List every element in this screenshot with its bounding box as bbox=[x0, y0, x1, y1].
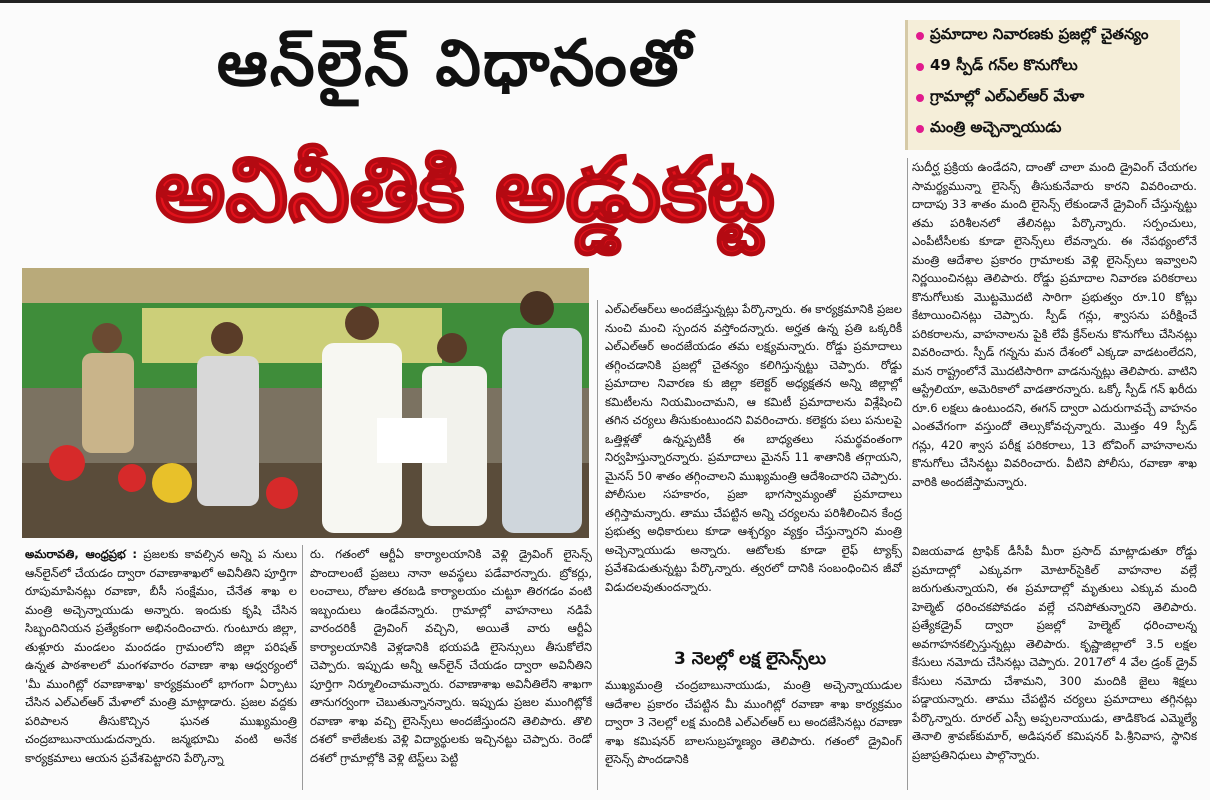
highlight-text: మంత్రి అచ్చెన్నాయుడు bbox=[930, 117, 1062, 136]
highlight-text: 49 స్పీడ్ గన్‌ల కొనుగోలు bbox=[930, 55, 1078, 74]
dateline: అమరావతి, ఆంధ్రప్రభ : bbox=[25, 547, 138, 561]
bullet-dot-icon bbox=[916, 32, 924, 40]
highlight-item bbox=[908, 113, 1180, 144]
headline-line-1: ఆన్‌లైన్ విధానంతో bbox=[216, 27, 694, 101]
article-text: సుదీర్ఘ ప్రక్రియ ఉండేదని, దాంతో చాలా మంది డ్రైవింగ్ చేయగల సామర్థ్యమున్నా లైసెన్స్ తీసుకునేవారు కారని వివరించారు. దాదాపు 33 శాతం మంది లైసెన్స్ లేకుండానే డ్రైవింగ్ చేస్తున్నట్టు తమ పరిశీలనలో తేలినట్లు పేర్కొన్నారు. సర్పంచులు, ఎంపీటీసీలకు కూడా లైసెన్స్‌లు లేవన్నారు. ఈ నేపథ్యంలోనే మంత్రి ఆదేశాల ప్రకారం గ్రామాలకు వెళ్లి లైసెన్స్‌లు ఇవ్వాలని నిర్ణయించినట్లు తెలిపారు. రోడ్డు ప్రమాదాల నివారణ పరికరాలు కొనుగోలుకు మొట్టమొదటి సారిగా ప్రభుత్వం రూ.10 కోట్లు కేటాయించినట్లు చెప్పారు. స్పీడ్ గన్లు, శ్వాసను పరీక్షించే పరికరాలను, వాహనాలను పైకి లేపే క్రేన్‌లను కొనుగోలు చేసినట్లు వివరించారు. స్పీడ్ గన్నను మన దేశంలో ఎక్కడా వాడటంలేదని, మన రాష్ట్రంలోనే మొదటిసారిగా వాడనున్నట్లు తెలిపారు. వాటిని ఆస్ట్రేలియా, అమెరికాలో వాడతారన్నారు. ఒక్కో స్పీడ్ గన్ ఖరీదు రూ.6 లక్షలు ఉంటుందని, ఈగన్ ద్వారా ఎదురుగావచ్చే వాహనం ఎంతవేగంగా వస్తుందో తెల్సుకోవచ్చన్నారు. మొత్తం 49 స్పీడ్ గన్లు, 420 శ్వాస పరీక్ష పరికరాలు, 13 టోవింగ్ వాహనాలను కొనుగోలు చేసినట్టు వివరించారు. వీటిని పోలీసు, రవాణా శాఖ వారికి అందజేస్తామన్నారు. bbox=[912, 160, 1197, 489]
article-column-1 bbox=[25, 545, 297, 795]
highlights-box bbox=[905, 20, 1180, 150]
article-text: ప్రజలకు కావల్సిన అన్ని ప నులు ఆన్‌లైన్‌లో చేయడం ద్వారా రవాణాశాఖలో అవినీతిని పూర్తిగా రూపుమాపినట్లు రవాణా, బీసీ సంక్షేమం, చేనేత శాఖ ల మంత్రి అచ్చెన్నాయుడు అన్నారు. ఇందుకు కృషి చేసిన సిబ్బందినియన ప్రత్యేకంగా అభినందించారు. గుంటూరు జిల్లా, తుళ్లూరు మండలం మందడం గ్రామంలోని జిల్లా పరిషత్ ఉన్నత పాఠశాలలో మంగళవారం రవాణా శాఖ ఆధ్వర్యంలో 'మీ ముంగిట్లో రవాణాశాఖ' కార్యక్రమంలో భాగంగా ఏర్పాటు చేసిన ఎల్‌ఎల్‌ఆర్ మేళాలో మంత్రి మాట్లాడారు. ప్రజల వద్దకు పరిపాలన తీసుకొచ్చిన ఘనత ముఖ్యమంత్రి చంద్రబాబునాయుడుదన్నారు. జన్మభూమి వంటి అనేక కార్యక్రమాలు ఆయన ప్రవేశపెట్టారని పేర్కొన్నా bbox=[25, 547, 297, 765]
highlight-item bbox=[908, 82, 1180, 113]
news-photo bbox=[22, 268, 589, 538]
highlight-item bbox=[908, 20, 1180, 51]
article-column-4 bbox=[912, 158, 1197, 528]
highlight-item bbox=[908, 51, 1180, 82]
headline-line-2: అవినీతికి అడ్డుకట్ట bbox=[155, 138, 775, 241]
article-text: ఎల్‌ఎల్‌ఆర్‌లు అందజేస్తున్నట్లు పేర్కొన్నారు. ఈ కార్యక్రమానికి ప్రజల నుంచి మంచి స్పందన వస్తోందన్నారు. అర్హత ఉన్న ప్రతి ఒక్కరికీ ఎల్‌ఎల్‌ఆర్ అందజేయడం తమ లక్ష్యమన్నారు. రోడ్డు ప్రమాదాలు తగ్గించడానికి ప్రజల్లో చైతన్యం కలిగిస్తున్నట్టు చెప్పారు. రోడ్డు ప్రమాదాల నివారణ కు జిల్లా కలెక్టర్ అధ్యక్షతన అన్ని జిల్లాల్లో కమిటీలను నియమించామని, ఆ కమిటీ ప్రమాదాలను విశ్లేషించి తగిన చర్యలు తీసుకుంటుందని వివరించారు. కలెక్టరు పలు పనులపై ఒత్తిళ్లతో ఉన్నప్పటికీ ఈ బాధ్యతలు సమర్థవంతంగా నిర్వహిస్తున్నారన్నారు. ప్రమాదాలు మైనస్ 11 శాతానికి తగ్గాయని, మైనస్ 50 శాతం తగ్గించాలని ముఖ్యమంత్రి ఆదేశించారని చెప్పారు. పోలీసుల సహకారం, ప్రజా భాగస్వామ్యంతో ప్రమాదాలు తగ్గిస్తామన్నారు. తాము చేపట్టిన అన్ని చర్యలను పరిశీలించిన కేంద్ర ప్రభుత్వ అధికారులు కూడా ఆశ్చర్యం వ్యక్తం చేస్తున్నారని మంత్రి అచ్చెన్నాయుడు అన్నారు. ఆటోలకు కూడా లైఫ్ ట్యాక్స్ ప్రవేశపెడుతున్నట్టు పేర్కొన్నారు. త్వరలో దానికి సంబంధించిన జీవో విడుదలవుతుందన్నారు. bbox=[605, 302, 902, 594]
article-text: రు. గతంలో ఆర్టీఏ కార్యాలయానికి వెళ్లి డ్రైవింగ్ లైసెన్స్ పొందాలంటే ప్రజలు నానా అవస్థలు పడేవారన్నారు. బ్రోకర్లు, లంచాలు, రోజుల తరబడి కార్యాలయం చుట్టూ తిరగడం వంటి ఇబ్బందులు ఉండేవన్నారు. గ్రామాల్లో వాహనాలు నడిపే వారందరికీ డ్రైవింగ్ వచ్చిని, అయితే వారు ఆర్టీఏ కార్యాలయానికి వెళ్లడానికి భయపడి లైసెన్సులు తీసుకోలేని చెప్పారు. ఇప్పుడు అన్నీ ఆన్‌లైన్ చేయడం ద్వారా అవినీతిని పూర్తిగా నిర్మూలించామన్నారు. రవాణాశాఖ అవినీతిలేని శాఖగా తానుగర్వంగా చెబుతున్నానన్నారు. ఇప్పుడు ప్రజల ముంగిట్లోకే రవాణా శాఖ వచ్చి లైసెన్స్‌లు అందజేస్తుందని తెలిపారు. తొలి దశలో కాలేజీలకు వెళ్లి విద్యార్థులకు ఇచ్చినట్టు చెప్పారు. రెండో దశలో గ్రామాల్లోకి వెళ్లి టెస్ట్‌లు పెట్టి bbox=[310, 547, 592, 765]
article-text: ముఖ్యమంత్రి చంద్రబాబునాయుడు, మంత్రి అచ్చెన్నాయుడుల ఆదేశాల ప్రకారం చేపట్టిన మీ ముంగిట్లో రవాణా శాఖ కార్యక్రమం ద్వారా 3 నెలల్లో లక్ష మందికి ఎల్‌ఎల్‌ఆర్ లు అందజేసినట్లు రవాణా శాఖ కమిషనర్ బాలసుబ్రహ్మణ్యం తెలిపారు. గతంలో డ్రైవింగ్ లైసెన్స్ పొందడానికి bbox=[605, 678, 902, 766]
article-column-3 bbox=[605, 300, 902, 640]
section-subheading: 3 నెలల్లో లక్ష లైసెన్స్‌లు bbox=[674, 649, 826, 669]
article-column-2 bbox=[310, 545, 592, 795]
bullet-dot-icon bbox=[916, 94, 924, 102]
column-divider bbox=[597, 300, 598, 790]
highlight-text: ప్రమాదాల నివారణకు ప్రజల్లో చైతన్యం bbox=[930, 24, 1149, 43]
top-rule bbox=[0, 0, 1210, 3]
column-divider bbox=[302, 545, 303, 790]
bullet-dot-icon bbox=[916, 63, 924, 71]
bullet-dot-icon bbox=[916, 125, 924, 133]
photo-illustration bbox=[22, 268, 589, 538]
column-divider bbox=[907, 158, 908, 790]
highlight-text: గ్రామాల్లో ఎల్‌ఎల్‌ఆర్ మేళా bbox=[930, 86, 1085, 105]
article-column-4b bbox=[912, 542, 1197, 792]
article-text: విజయవాడ ట్రాఫిక్ డీసీపీ మీరా ప్రసాద్ మాట్లాడుతూ రోడ్డు ప్రమాదాల్లో ఎక్కువగా మోటార్‌సైకిల్ వాహనాల వల్లే జరుగుతున్నాయని, ఈ ప్రమాదాల్లో మృతులు ఎక్కువ మంది హెల్మెట్ ధరించకపోవడం వల్లే చనిపోతున్నారని తెలిపారు. ప్రత్యేకడ్రైవ్ ద్వారా ప్రజల్లో హెల్మెట్ ధరించాలన్న అవగాహనకల్పిస్తున్నట్లు తెలిపారు. కృష్ణాజిల్లాలో 3.5 లక్షల కేసులు నమోదు చేసినట్లు చెప్పారు. 2017లో 4 వేల డ్రంక్ డ్రైవ్ కేసులు నమోదు చేశామని, 300 మందికి జైలు శిక్షలు పడ్డాయన్నారు. తాము చేపట్టిన చర్యలు ప్రమాదాలు తగ్గినట్లు పేర్కొన్నారు. రూరల్ ఎస్పీ అప్పలనాయుడు, తాడికొండ ఎమ్మెల్యే తెనాలి శ్రావణ్‌కుమార్, అడిషనల్ కమిషనర్ పి.శ్రీనివాస, స్థానిక ప్రజాప్రతినిధులు పాల్గొన్నారు. bbox=[912, 544, 1197, 762]
article-column-3b bbox=[605, 676, 902, 792]
